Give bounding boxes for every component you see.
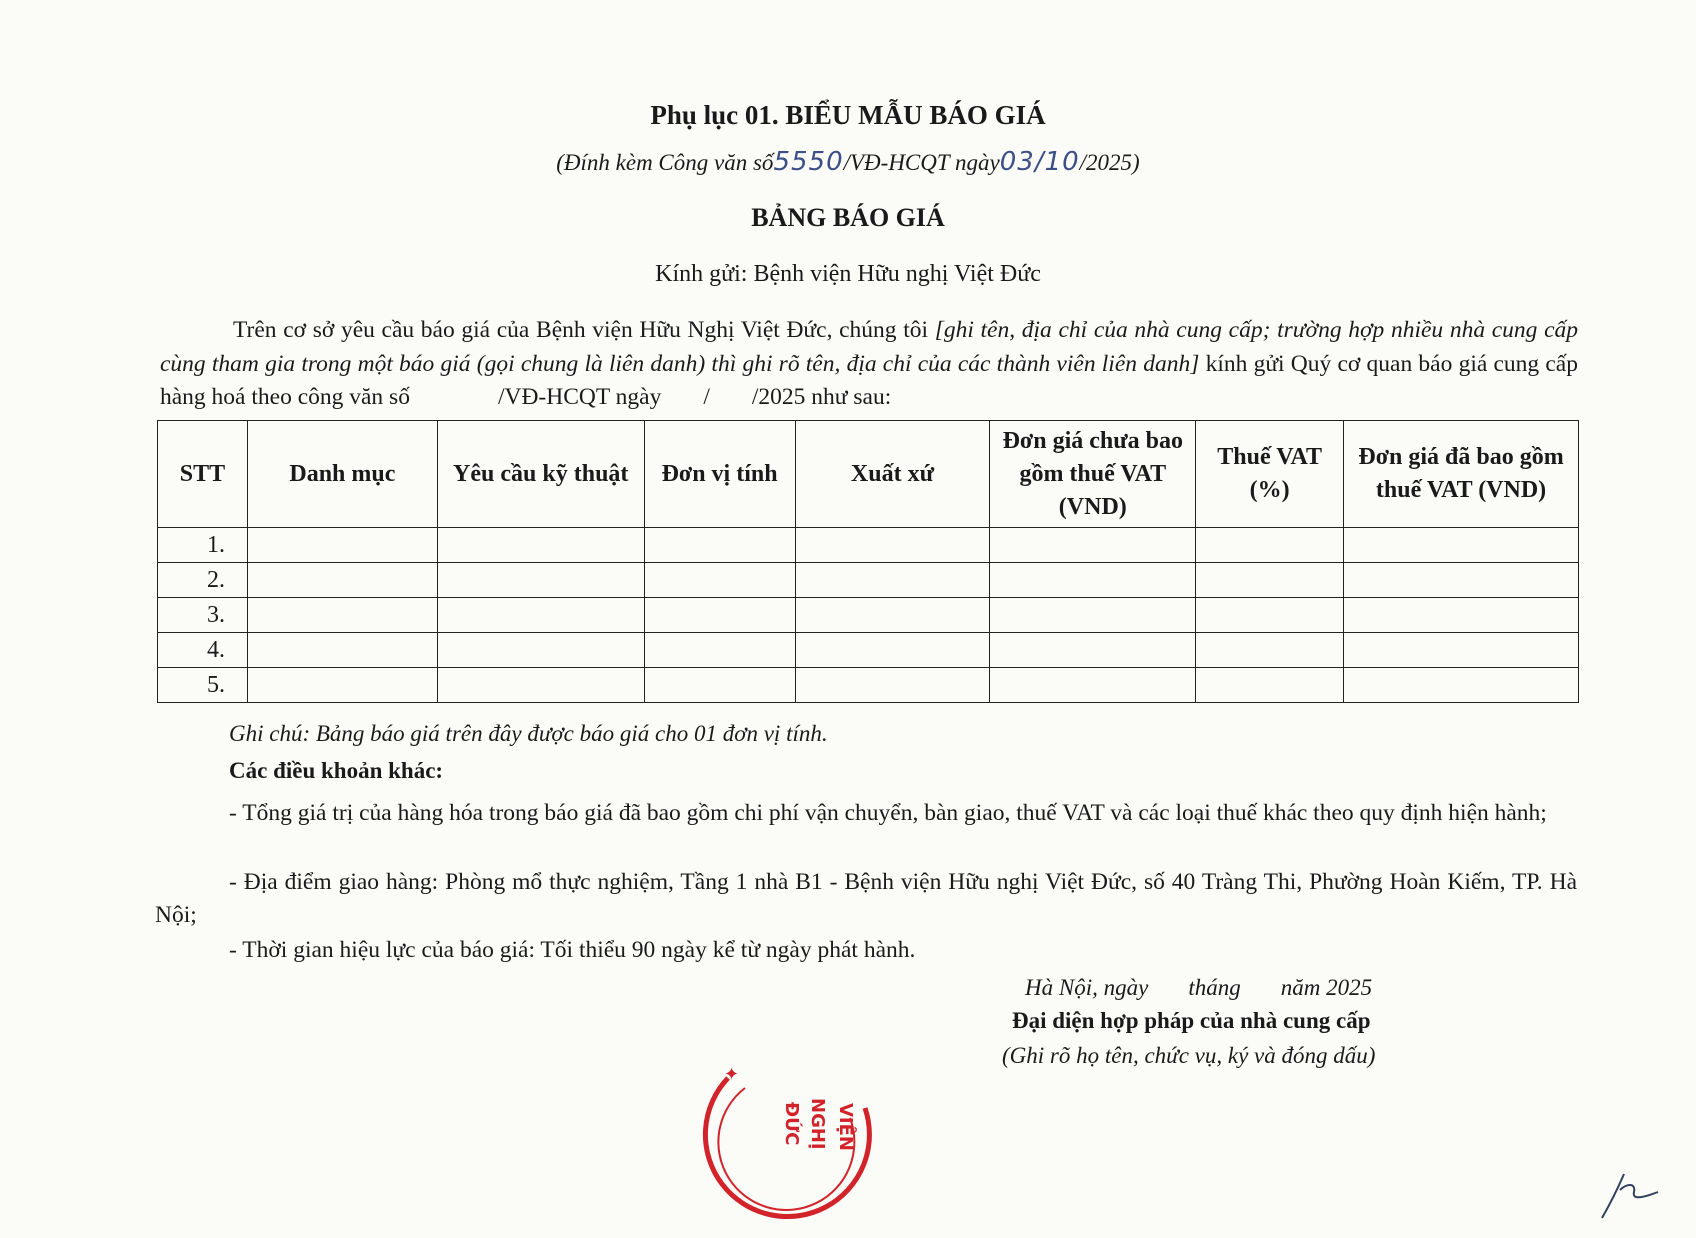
cell-xuat-xu[interactable] bbox=[795, 563, 990, 598]
cell-danh-muc[interactable] bbox=[247, 668, 437, 703]
header-stt: STT bbox=[158, 421, 248, 528]
cell-yeu-cau[interactable] bbox=[437, 633, 644, 668]
quote-table bbox=[157, 420, 1579, 703]
cell-danh-muc[interactable] bbox=[247, 598, 437, 633]
red-seal-stamp-icon bbox=[700, 1058, 900, 1238]
cell-don-vi[interactable] bbox=[644, 668, 795, 703]
cell-don-vi[interactable] bbox=[644, 633, 795, 668]
subtitle-prefix: (Đính kèm Công văn số bbox=[556, 150, 774, 175]
table-row bbox=[158, 528, 1579, 563]
term-validity: - Thời gian hiệu lực của báo giá: Tối thiểu 90 ngày kể từ ngày phát hành. bbox=[229, 937, 916, 963]
row-number: 5. bbox=[158, 668, 248, 703]
cell-don-gia-da[interactable] bbox=[1344, 633, 1579, 668]
cell-don-gia-chua[interactable] bbox=[990, 668, 1196, 703]
cell-don-gia-chua[interactable] bbox=[990, 598, 1196, 633]
handwritten-doc-number: 5550 bbox=[773, 147, 844, 177]
header-yeu-cau-ky-thuat: Yêu cầu kỹ thuật bbox=[437, 421, 644, 528]
handwritten-separator: / bbox=[1034, 147, 1045, 177]
document-heading: BẢNG BÁO GIÁ bbox=[751, 203, 945, 232]
recipient-greeting: Kính gửi: Bệnh viện Hữu nghị Việt Đức bbox=[655, 261, 1041, 287]
signature-instruction: (Ghi rõ họ tên, chức vụ, ký và đóng dấu) bbox=[1002, 1043, 1376, 1068]
cell-xuat-xu[interactable] bbox=[795, 668, 990, 703]
intro-text-5: /2025 như sau: bbox=[751, 384, 892, 410]
cell-don-vi[interactable] bbox=[644, 598, 795, 633]
cell-don-gia-chua[interactable] bbox=[990, 633, 1196, 668]
cell-xuat-xu[interactable] bbox=[795, 528, 990, 563]
row-number: 1. bbox=[158, 528, 248, 563]
cell-thue-vat[interactable] bbox=[1196, 668, 1344, 703]
term-delivery-location: - Địa điểm giao hàng: Phòng mổ thực nghiệm, Tầng 1 nhà B1 - Bệnh viện Hữu nghị Việt Đức, số 40 Tràng Thi, Phường Hoàn Kiếm, TP. Hà Nội; bbox=[155, 869, 1577, 928]
subtitle-suffix: /2025) bbox=[1079, 150, 1140, 175]
intro-paragraph bbox=[160, 314, 1578, 415]
stamp-text-duc: ĐỨC bbox=[781, 1102, 802, 1146]
intro-text-3: /VĐ-HCQT ngày bbox=[497, 384, 662, 410]
row-number: 2. bbox=[158, 563, 248, 598]
other-terms-heading: Các điều khoản khác: bbox=[229, 758, 444, 783]
date-label-month: tháng bbox=[1188, 975, 1241, 1000]
cell-danh-muc[interactable] bbox=[247, 528, 437, 563]
cell-danh-muc[interactable] bbox=[247, 633, 437, 668]
cell-thue-vat[interactable] bbox=[1196, 563, 1344, 598]
handwritten-initial-icon bbox=[1596, 1168, 1666, 1223]
table-note: Ghi chú: Bảng báo giá trên đây được báo giá cho 01 đơn vị tính. bbox=[229, 721, 828, 746]
signature-date-line bbox=[1025, 975, 1372, 1001]
appendix-title: Phụ lục 01. BIỂU MẪU BÁO GIÁ bbox=[650, 100, 1046, 130]
cell-xuat-xu[interactable] bbox=[795, 633, 990, 668]
term-total-value: - Tổng giá trị của hàng hóa trong báo giá đã bao gồm chi phí vận chuyển, bàn giao, thuế VAT và các loại thuế khác theo quy định hiện hành; bbox=[229, 800, 1547, 826]
date-label-year: năm 2025 bbox=[1280, 975, 1373, 1000]
table-header-row bbox=[158, 421, 1579, 528]
header-danh-muc: Danh mục bbox=[247, 421, 437, 528]
intro-text-1: Trên cơ sở yêu cầu báo giá của Bệnh viện Hữu Nghị Việt Đức, chúng tôi bbox=[233, 317, 935, 343]
cell-thue-vat[interactable] bbox=[1196, 633, 1344, 668]
header-don-vi-tinh: Đơn vị tính bbox=[644, 421, 795, 528]
handwritten-month: 10 bbox=[1044, 147, 1080, 177]
cell-don-gia-chua[interactable] bbox=[990, 528, 1196, 563]
table-row bbox=[158, 563, 1579, 598]
cell-don-gia-da[interactable] bbox=[1344, 528, 1579, 563]
cell-don-gia-da[interactable] bbox=[1344, 598, 1579, 633]
date-label-day: Hà Nội, ngày bbox=[1025, 975, 1149, 1000]
cell-danh-muc[interactable] bbox=[247, 563, 437, 598]
handwritten-day: 03 bbox=[999, 147, 1035, 177]
cell-yeu-cau[interactable] bbox=[437, 563, 644, 598]
row-number: 4. bbox=[158, 633, 248, 668]
header-xuat-xu: Xuất xứ bbox=[795, 421, 990, 528]
header-don-gia-da-vat: Đơn giá đã bao gồm thuế VAT (VND) bbox=[1344, 421, 1579, 528]
subtitle-mid: /VĐ-HCQT ngày bbox=[843, 150, 1000, 175]
intro-text-4: / bbox=[703, 384, 710, 410]
stamp-star: ✦ bbox=[724, 1064, 740, 1085]
cell-xuat-xu[interactable] bbox=[795, 598, 990, 633]
table-row bbox=[158, 668, 1579, 703]
cell-yeu-cau[interactable] bbox=[437, 528, 644, 563]
intro-italic-instruction: [ghi tên, địa chỉ của nhà cung cấp; trường hợp nhiều nhà cung cấp cùng tham gia trong một báo giá (gọi chung là liên danh) thì ghi rõ tên, địa chỉ của các thành viên liên danh] bbox=[160, 317, 1578, 377]
table-row bbox=[158, 598, 1579, 633]
intro-text-2: kính gửi Quý cơ quan báo giá cung cấp hàng hoá theo công văn số bbox=[160, 350, 1578, 410]
cell-yeu-cau[interactable] bbox=[437, 598, 644, 633]
header-thue-vat: Thuế VAT (%) bbox=[1196, 421, 1344, 528]
stamp-text-vien: VIỆN bbox=[835, 1103, 856, 1151]
attachment-reference bbox=[0, 147, 1696, 177]
cell-thue-vat[interactable] bbox=[1196, 528, 1344, 563]
cell-don-gia-chua[interactable] bbox=[990, 563, 1196, 598]
header-don-gia-chua-vat: Đơn giá chưa bao gồm thuế VAT (VND) bbox=[990, 421, 1196, 528]
row-number: 3. bbox=[158, 598, 248, 633]
cell-thue-vat[interactable] bbox=[1196, 598, 1344, 633]
cell-don-vi[interactable] bbox=[644, 528, 795, 563]
stamp-text-nghi: NGHỊ bbox=[807, 1098, 828, 1150]
cell-yeu-cau[interactable] bbox=[437, 668, 644, 703]
cell-don-vi[interactable] bbox=[644, 563, 795, 598]
cell-don-gia-da[interactable] bbox=[1344, 668, 1579, 703]
cell-don-gia-da[interactable] bbox=[1344, 563, 1579, 598]
signatory-role: Đại diện hợp pháp của nhà cung cấp bbox=[1012, 1008, 1371, 1033]
table-row bbox=[158, 633, 1579, 668]
